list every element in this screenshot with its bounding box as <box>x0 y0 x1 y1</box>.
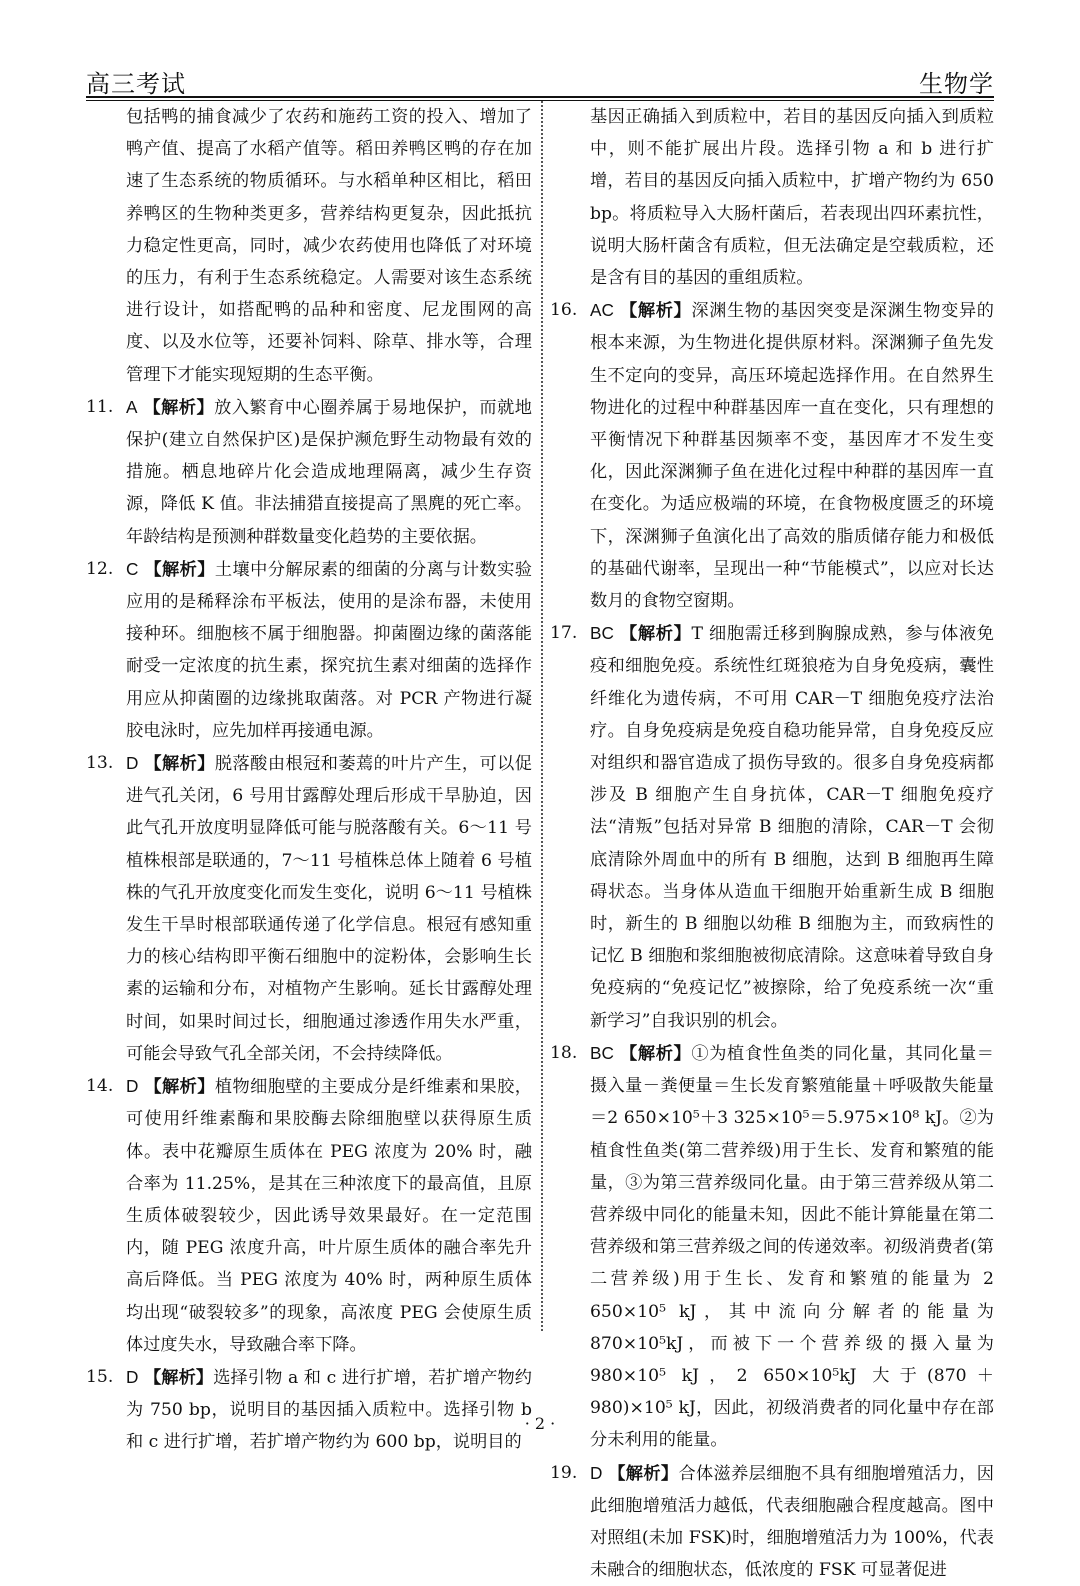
answer-key: D <box>126 753 139 774</box>
analysis-text: 土壤中分解尿素的细菌的分离与计数实验应用的是稀释涂布平板法，使用的是涂布器，未使用接种环。细胞核不属于细胞器。抑菌圈边缘的菌落能耐受一定浓度的抗生素，探究抗生素对细菌的选择作用应从抑菌圈的边缘挑取菌落。对 PCR 产物进行凝胶电泳时，应先加样再接通电源。 <box>126 559 532 741</box>
answer-key: D <box>126 1076 139 1097</box>
analysis-text: 植物细胞壁的主要成分是纤维素和果胶，可使用纤维素酶和果胶酶去除细胞壁以获得原生质体。表中花瓣原生质体在 PEG 浓度为 20% 时，融合率为 11.25%，是其在三种浓度下的最高值，且原生质体破裂较少，因此诱导效果最好。在一定范围内，随 PEG 浓度升高，叶片原生质体的融合率先升高后降低。当 PEG 浓度为 40% 时，两种原生质体均出现“破裂较多”的现象，高浓度 PEG 会使原生质体过度失水，导致融合率下降。 <box>126 1077 532 1355</box>
analysis-text: 合体滋养层细胞不具有细胞增殖活力，因此细胞增殖活力越低，代表细胞融合程度越高。图中对照组(未加 FSK)时，细胞增殖活力为 100%，代表未融合的细胞状态，低浓度的 FSK 可显著促进 <box>590 1463 994 1581</box>
answer-item-16 <box>550 294 994 617</box>
analysis-tag: 【解析】 <box>144 754 215 775</box>
item-number: 15. <box>86 1366 114 1387</box>
left-column <box>86 101 532 1459</box>
item-number: 18. <box>550 1042 578 1063</box>
item-number: 12. <box>86 558 114 579</box>
analysis-tag: 【解析】 <box>144 1367 214 1388</box>
answer-item-15 <box>86 1361 532 1459</box>
answer-item-13 <box>86 747 532 1070</box>
answer-item-18 <box>550 1037 994 1457</box>
analysis-tag: 【解析】 <box>144 559 215 580</box>
item-number: 11. <box>86 396 114 417</box>
answer-key: BC <box>590 623 614 644</box>
answer-key: A <box>126 396 138 417</box>
item-number: 14. <box>86 1076 114 1097</box>
analysis-tag: 【解析】 <box>620 1043 692 1064</box>
header-rule <box>86 96 994 98</box>
answer-key: D <box>590 1462 603 1483</box>
item-number: 19. <box>550 1462 578 1483</box>
answer-key: AC <box>590 300 614 321</box>
exam-title: 高三考试 <box>86 70 186 98</box>
column-divider <box>541 101 543 1331</box>
continued-paragraph: 基因正确插入到质粒中，若目的基因反向插入到质粒中，则不能扩展出片段。选择引物 a 和 b 进行扩增，若目的基因反向插入质粒中，扩增产物约为 650 bp。将质粒导入大肠杆菌后，若表现出四环素抗性，说明大肠杆菌含有质粒，但无法确定是空载质粒，还是含有目的基因的重组质粒。 <box>590 107 994 289</box>
answer-key: BC <box>590 1042 614 1063</box>
item-number: 16. <box>550 300 578 321</box>
page-header <box>86 64 994 99</box>
analysis-text: T 细胞需迁移到胸腺成熟，参与体液免疫和细胞免疫。系统性红斑狼疮为自身免疫病，囊性纤维化为遗传病，不可用 CAR－T 细胞免疫疗法治疗。自身免疫病是免疫自稳功能异常，自身免疫反应对组织和器官造成了损伤导致的。很多自身免疫病都涉及 B 细胞产生自身抗体，CAR－T 细胞免疫疗法“清叛”包括对异常 B 细胞的清除，CAR－T 会彻底清除外周血中的所有 B 细胞，达到 B 细胞再生障碍状态。当身体从造血干细胞开始重新生成 B 细胞时，新生的 B 细胞以幼稚 B 细胞为主，而致病性的记忆 B 细胞和浆细胞被彻底清除。这意味着导致自身免疫病的“免疫记忆”被擦除，给了免疫系统一次“重新学习”自我识别的机会。 <box>590 624 994 1031</box>
analysis-tag: 【解析】 <box>144 1077 215 1098</box>
analysis-text: ①为植食性鱼类的同化量，其同化量＝摄入量－粪便量＝生长发育繁殖能量＋呼吸散失能量＝2 650×10⁵＋3 325×10⁵＝5.975×10⁸ kJ。②为植食性鱼类(第二营养级)用于生长、发育和繁殖的能量，③为第三营养级同化量。由于第三营养级从第二营养级中同化的能量未知，因此不能计算能量在第二营养级和第三营养级之间的传递效率。初级消费者(第二营养级)用于生长、发育和繁殖的能量为 2 650×10⁵ kJ，其中流向分解者的能量为 870×10⁵kJ，而被下一个营养级的摄入量为 980×10⁵ kJ，2 650×10⁵kJ 大于(870＋980)×10⁵ kJ，因此，初级消费者的同化量中存在部分未利用的能量。 <box>590 1043 994 1451</box>
answer-item-14 <box>86 1070 532 1361</box>
analysis-tag: 【解析】 <box>620 301 692 322</box>
item-number: 13. <box>86 753 114 774</box>
right-column <box>550 101 994 1586</box>
analysis-text: 选择引物 a 和 c 进行扩增，若扩增产物约为 750 bp，说明目的基因插入质粒中。选择引物 b 和 c 进行扩增，若扩增产物约为 600 bp，说明目的 <box>126 1367 532 1453</box>
subject-title: 生物学 <box>919 70 994 98</box>
analysis-text: 放入繁育中心圈养属于易地保护，而就地保护(建立自然保护区)是保护濒危野生动物最有效的措施。栖息地碎片化会造成地理隔离，减少生存资源，降低 K 值。非法捕猎直接提高了黑麂的死亡率。年龄结构是预测种群数量变化趋势的主要依据。 <box>126 397 532 547</box>
page-number: · 2 · <box>524 1414 556 1433</box>
continued-paragraph: 包括鸭的捕食减少了农药和施药工资的投入、增加了鸭产值、提高了水稻产值等。稻田养鸭区鸭的存在加速了生态系统的物质循环。与水稻单种区相比，稻田养鸭区的生物种类更多，营养结构更复杂，因此抵抗力稳定性更高，同时，减少农药使用也降低了对环境的压力，有利于生态系统稳定。人需要对该生态系统进行设计，如搭配鸭的品种和密度、尼龙围网的高度、以及水位等，还要补饲料、除草、排水等，合理管理下才能实现短期的生态平衡。 <box>126 107 532 385</box>
answer-key: D <box>126 1366 139 1387</box>
analysis-text: 脱落酸由根冠和萎蔫的叶片产生，可以促进气孔关闭，6 号用甘露醇处理后形成干旱胁迫，因此气孔开放度明显降低可能与脱落酸有关。6～11 号植株根部是联通的，7～11 号植株总体上随着 6 号植株的气孔开放度变化而发生变化，说明 6～11 号植株发生干旱时根部联通传递了化学信息。根冠有感知重力的核心结构即平衡石细胞中的淀粉体，会影响生长素的运输和分布，对植物产生影响。延长甘露醇处理时间，如果时间过长，细胞通过渗透作用失水严重，可能会导致气孔全部关闭，不会持续降低。 <box>126 754 532 1064</box>
answer-item-12 <box>86 553 532 747</box>
item-number: 17. <box>550 623 578 644</box>
answer-key: C <box>126 558 139 579</box>
answer-item-17 <box>550 617 994 1037</box>
analysis-tag: 【解析】 <box>143 397 215 418</box>
answer-item-19 <box>550 1457 994 1586</box>
analysis-tag: 【解析】 <box>608 1463 679 1484</box>
analysis-tag: 【解析】 <box>620 624 692 645</box>
analysis-text: 深渊生物的基因突变是深渊生物变异的根本来源，为生物进化提供原材料。深渊狮子鱼先发生不定向的变异，高压环境起选择作用。在自然界生物进化的过程中种群基因库一直在变化，只有理想的平衡情况下种群基因频率不变，基因库才不发生变化，因此深渊狮子鱼在进化过程中种群的基因库一直在变化。为适应极端的环境，在食物极度匮乏的环境下，深渊狮子鱼演化出了高效的脂质储存能力和极低的基础代谢率，呈现出一种“节能模式”，以应对长达数月的食物空窗期。 <box>590 301 994 612</box>
answer-item-11 <box>86 391 532 553</box>
